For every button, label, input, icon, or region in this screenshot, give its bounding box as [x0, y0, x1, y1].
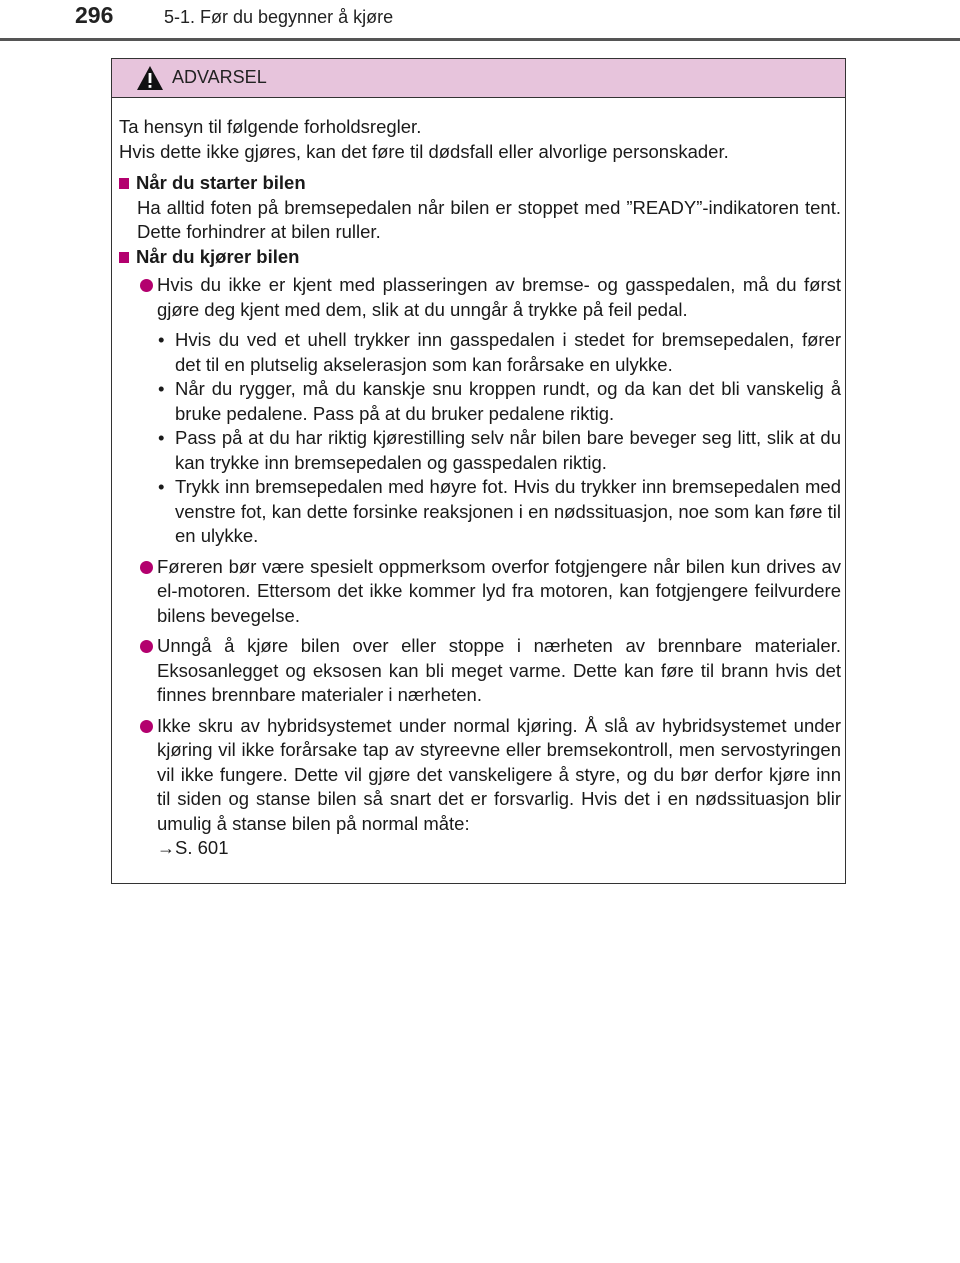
warning-triangle-icon	[136, 65, 164, 91]
page-header	[0, 0, 960, 44]
warning-box	[111, 58, 846, 884]
section-text: Ha alltid foten på bremsepedalen når bilen er stoppet med ”READY”-indikatoren tent. Dette forhindrer at bilen ruller.	[137, 196, 841, 242]
list-item-text: Hvis du ikke er kjent med plasseringen av bremse- og gasspedalen, må du først gjøre deg kjent med dem, slik at du unngår å trykke på feil pedal.	[157, 274, 841, 320]
circle-bullet-icon	[140, 279, 153, 292]
circle-bullet-icon	[140, 561, 153, 574]
section-heading-starting	[119, 171, 841, 196]
chapter-title: 5-1. Før du begynner å kjøre	[164, 7, 394, 27]
list-item	[119, 555, 841, 629]
bullet-dot-icon: •	[158, 329, 165, 350]
sub-bullet-text: Hvis du ved et uhell trykker inn gasspedalen i stedet for bremsepedalen, fører det til en plutselig akselerasjon som kan forårsake en ulykke.	[175, 329, 841, 375]
section-heading-text: Når du kjører bilen	[136, 245, 300, 267]
list-item-text: Ikke skru av hybridsystemet under normal kjøring. Å slå av hybridsystemet under kjøring vil ikke forårsake tap av styreevne eller bremsekontroll, men servostyringen vil ikke fungere. Dette vil gjøre det vanskeligere å styre, og du bør derfor kjøre inn til siden og stanse bilen så snart det er forsvarlig. Hvis det i en nødssituasjon blir umulig å stanse bilen på normal måte:	[157, 714, 841, 834]
list-item	[119, 273, 841, 549]
intro-line: Hvis dette ikke gjøres, kan det føre til dødsfall eller alvorlige personskader.	[119, 140, 729, 162]
bullet-dot-icon: •	[158, 427, 165, 448]
list-item-text: Føreren bør være spesielt oppmerksom overfor fotgjengere når bilen kun drives av el-motoren. Ettersom det ikke kommer lyd fra motoren, kan fotgjengere feilvurdere bilens bevegelse.	[157, 555, 841, 626]
arrow-right-icon: →	[157, 838, 175, 858]
bullet-dot-icon: •	[158, 476, 165, 497]
list-item-text: Unngå å kjøre bilen over eller stoppe i nærheten av brennbare materialer. Eksosanlegget og eksosen kan bli meget varme. Dette kan føre til brann hvis det finnes brennbare materialer i nærheten.	[157, 635, 841, 705]
page-number: 296	[75, 2, 114, 28]
sub-bullet-item	[119, 426, 841, 475]
warning-header	[112, 59, 845, 98]
square-bullet-icon	[119, 178, 129, 189]
warning-body	[119, 115, 841, 867]
sub-bullet-item	[119, 328, 841, 377]
intro-text	[119, 115, 841, 164]
sub-bullet-text: Når du rygger, må du kanskje snu kroppen rundt, og da kan det bli vanskelig å bruke pedalene. Pass på at du bruker pedalene riktig.	[175, 378, 841, 424]
warning-title: ADVARSEL	[172, 67, 267, 87]
header-divider	[0, 38, 960, 41]
page-reference-text: S. 601	[175, 837, 229, 858]
list-item	[119, 634, 841, 708]
list-item	[119, 714, 841, 861]
section-heading-text: Når du starter bilen	[136, 172, 306, 193]
sub-bullet-list	[119, 328, 841, 549]
circle-bullet-icon	[140, 720, 153, 733]
intro-line: Ta hensyn til følgende forholdsregler.	[119, 116, 422, 137]
circle-bullet-icon	[140, 640, 153, 653]
section-heading-driving	[119, 245, 841, 270]
bullet-dot-icon: •	[158, 378, 165, 399]
square-bullet-icon	[119, 252, 129, 263]
sub-bullet-item	[119, 377, 841, 426]
sub-bullet-item	[119, 475, 841, 549]
page-reference[interactable]	[157, 836, 229, 861]
sub-bullet-text: Pass på at du har riktig kjørestilling selv når bilen bare beveger seg litt, slik at du kan trykke inn bremsepedalen og gasspedalen riktig.	[175, 427, 841, 473]
sub-bullet-text: Trykk inn bremsepedalen med høyre fot. Hvis du trykker inn bremsepedalen med venstre fot, kan dette forsinke reaksjonen i en nødssituasjon, noe som kan føre til en ulykke.	[175, 476, 841, 546]
